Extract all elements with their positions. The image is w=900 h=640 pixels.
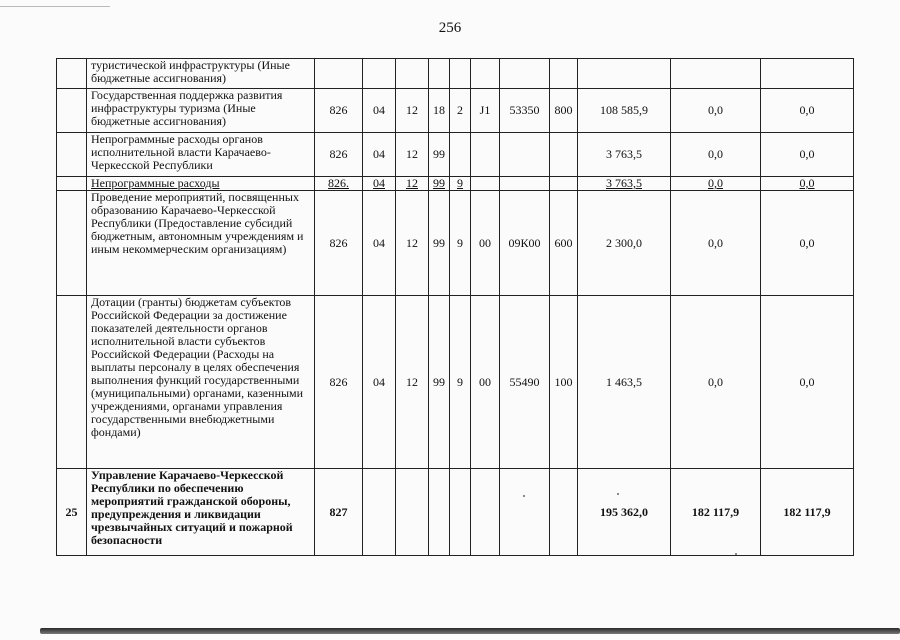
row-number-cell [57,296,87,469]
table-row [57,296,854,469]
subprogram-code-cell [450,59,471,89]
grbs-code-cell: 827 [315,469,363,556]
item-name-cell: Управление Карачаево-Черкесской Республики по обеспечению мероприятий гражданской обороны, предупреждения и ликвидации чрезвычайных ситуаций и пожарной безопасности [87,469,315,556]
program-code-cell: 18 [429,89,450,133]
section-code-cell [363,469,396,556]
amount-cell-2 [671,59,761,89]
table-row [57,133,854,177]
section-code-cell: 04 [363,296,396,469]
grbs-code-cell: 826 [315,133,363,177]
program-code-cell [429,469,450,556]
subprogram-code-cell: 9 [450,191,471,296]
row-number-cell: 25 [57,469,87,556]
program-code-cell: 99 [429,191,450,296]
event-code-cell: 00 [471,191,500,296]
item-name-cell: Дотации (гранты) бюджетам субъектов Российской Федерации за достижение показателей деятельности органов исполнительной власти субъектов Российской Федерации (Расходы на выплаты персоналу в целях обеспечения выполнения функций государственными (муниципальными) органами, казенными учреждениями, органами управления государственными внебюджетными фондами) [87,296,315,469]
event-code-cell [471,469,500,556]
expense-type-cell [550,469,578,556]
top-rule [0,6,110,7]
subsection-code-cell: 12 [396,133,429,177]
direction-code-cell [500,59,550,89]
row-number-cell [57,133,87,177]
amount-cell-3: 182 117,9 [761,469,854,556]
table-row [57,177,854,191]
expense-type-cell: 100 [550,296,578,469]
grbs-code-cell: 826 [315,296,363,469]
amount-cell-2: 0,0 [671,296,761,469]
expense-type-cell: 600 [550,191,578,296]
amount-cell-1: 195 362,0 [578,469,671,556]
subsection-code-cell [396,469,429,556]
amount-cell-1: 3 763,5 [578,133,671,177]
item-name-cell: Непрограммные расходы органов исполнительной власти Карачаево-Черкесской Республики [87,133,315,177]
direction-code-cell [500,177,550,191]
event-code-cell: J1 [471,89,500,133]
expense-type-cell [550,133,578,177]
section-code-cell: 04 [363,89,396,133]
direction-code-cell: 55490 [500,296,550,469]
table-row [57,469,854,556]
amount-cell-3: 0,0 [761,177,854,191]
expense-type-cell [550,177,578,191]
amount-cell-3: 0,0 [761,89,854,133]
amount-cell-2: 182 117,9 [671,469,761,556]
subprogram-code-cell [450,133,471,177]
amount-cell-1 [578,59,671,89]
scan-speck [523,495,525,497]
row-number-cell [57,177,87,191]
section-code-cell: 04 [363,177,396,191]
amount-cell-2: 0,0 [671,133,761,177]
table-body [57,59,854,556]
expense-type-cell: 800 [550,89,578,133]
table-row [57,89,854,133]
subprogram-code-cell: 9 [450,177,471,191]
grbs-code-cell: 826 [315,191,363,296]
page-number: 256 [438,20,462,36]
budget-table [56,58,854,556]
amount-cell-1: 108 585,9 [578,89,671,133]
subprogram-code-cell [450,469,471,556]
program-code-cell: 99 [429,296,450,469]
amount-cell-2: 0,0 [671,89,761,133]
item-name-cell: Проведение мероприятий, посвященных образованию Карачаево-Черкесской Республики (Предоставление субсидий бюджетным, автономным учреждениям и иным некоммерческим организациям) [87,191,315,296]
amount-cell-3 [761,59,854,89]
expense-type-cell [550,59,578,89]
direction-code-cell: 09К00 [500,191,550,296]
event-code-cell: 00 [471,296,500,469]
table-row [57,191,854,296]
grbs-code-cell: 826. [315,177,363,191]
event-code-cell [471,177,500,191]
row-number-cell [57,191,87,296]
subsection-code-cell: 12 [396,296,429,469]
grbs-code-cell [315,59,363,89]
subsection-code-cell [396,59,429,89]
amount-cell-1: 3 763,5 [578,177,671,191]
item-name-cell: Непрограммные расходы [87,177,315,191]
grbs-code-cell: 826 [315,89,363,133]
amount-cell-3: 0,0 [761,133,854,177]
program-code-cell: 99 [429,133,450,177]
item-name-cell: туристической инфраструктуры (Иные бюджетные ассигнования) [87,59,315,89]
direction-code-cell [500,133,550,177]
amount-cell-2: 0,0 [671,177,761,191]
scan-bottom-edge [40,628,900,634]
subsection-code-cell: 12 [396,191,429,296]
item-name-cell: Государственная поддержка развития инфраструктуры туризма (Иные бюджетные ассигнования) [87,89,315,133]
row-number-cell [57,59,87,89]
subprogram-code-cell: 9 [450,296,471,469]
direction-code-cell [500,469,550,556]
subprogram-code-cell: 2 [450,89,471,133]
section-code-cell: 04 [363,191,396,296]
event-code-cell [471,133,500,177]
section-code-cell: 04 [363,133,396,177]
amount-cell-1: 2 300,0 [578,191,671,296]
program-code-cell [429,59,450,89]
event-code-cell [471,59,500,89]
subsection-code-cell: 12 [396,177,429,191]
row-number-cell [57,89,87,133]
direction-code-cell: 53350 [500,89,550,133]
section-code-cell [363,59,396,89]
table-row [57,59,854,89]
amount-cell-1: 1 463,5 [578,296,671,469]
program-code-cell: 99 [429,177,450,191]
amount-cell-3: 0,0 [761,191,854,296]
amount-cell-2: 0,0 [671,191,761,296]
scan-speck [735,553,737,555]
scan-speck [617,493,619,495]
amount-cell-3: 0,0 [761,296,854,469]
subsection-code-cell: 12 [396,89,429,133]
